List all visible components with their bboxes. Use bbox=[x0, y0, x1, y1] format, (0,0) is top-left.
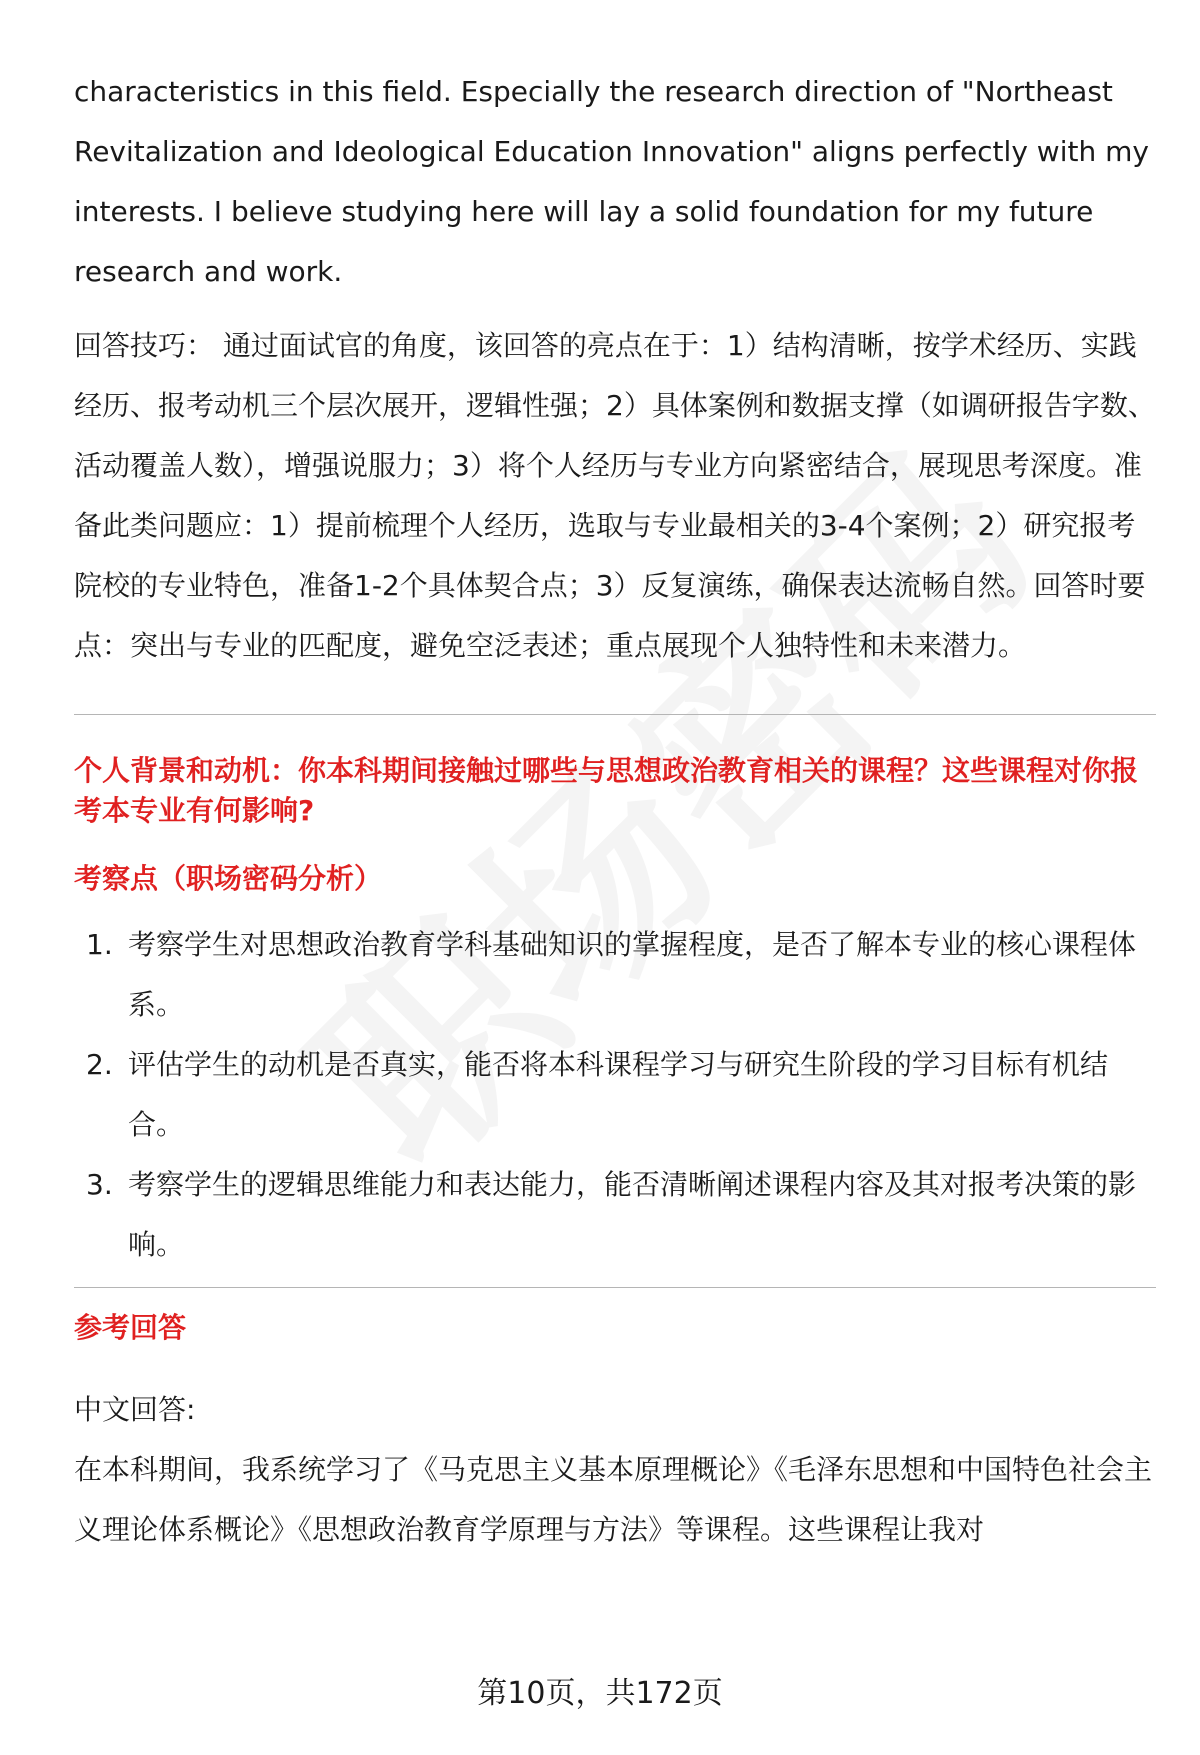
list-item bbox=[74, 1155, 1156, 1275]
answer-tips-paragraph: 回答技巧： 通过面试官的角度，该回答的亮点在于：1）结构清晰，按学术经历、实践经历、报考动机三个层次展开，逻辑性强；2）具体案例和数据支撑（如调研报告字数、活动覆盖人数），增强说服力；3）将个人经历与专业方向紧密结合，展现思考深度。准备此类问题应：1）提前梳理个人经历，选取与专业最相关的3-4个案例；2）研究报考院校的专业特色，准备1-2个具体契合点；3）反复演练，确保表达流畅自然。回答时要点：突出与专业的匹配度，避免空泛表述；重点展现个人独特性和未来潜力。 bbox=[74, 329, 1156, 662]
list-number: 2. bbox=[86, 1048, 113, 1081]
list-item bbox=[74, 915, 1156, 1035]
list-number: 1. bbox=[86, 928, 113, 961]
list-item bbox=[74, 1035, 1156, 1155]
list-number: 3. bbox=[86, 1168, 113, 1201]
chinese-answer-text: 在本科期间，我系统学习了《马克思主义基本原理概论》《毛泽东思想和中国特色社会主义理论体系概论》《思想政治教育学原理与方法》等课程。这些课程让我对 bbox=[74, 1453, 1153, 1546]
section-divider bbox=[74, 1287, 1156, 1288]
list-text: 考察学生对思想政治教育学科基础知识的掌握程度，是否了解本专业的核心课程体系。 bbox=[128, 928, 1137, 1021]
question-heading: 个人背景和动机：你本科期间接触过哪些与思想政治教育相关的课程？这些课程对你报考本专业有何影响? bbox=[74, 754, 1139, 827]
reference-answer-heading: 参考回答 bbox=[74, 1311, 187, 1344]
list-text: 评估学生的动机是否真实，能否将本科课程学习与研究生阶段的学习目标有机结合。 bbox=[128, 1048, 1109, 1141]
document-page bbox=[74, 62, 1156, 1560]
list-text: 考察学生的逻辑思维能力和表达能力，能否清晰阐述课程内容及其对报考决策的影响。 bbox=[128, 1168, 1137, 1261]
section-divider bbox=[74, 714, 1156, 715]
english-answer-continued: characteristics in this field. Especially the research direction of "Northeast Revitalization and Ideological Education Innovation" aligns perfectly with my interests. I believe studying here will lay a solid foundation for my future research and work. bbox=[74, 75, 1149, 288]
chinese-answer-label: 中文回答: bbox=[74, 1393, 196, 1426]
page-number-footer: 第10页，共172页 bbox=[477, 1676, 723, 1711]
assessment-points-list bbox=[74, 915, 1156, 1275]
assessment-heading: 考察点（职场密码分析） bbox=[74, 862, 383, 895]
